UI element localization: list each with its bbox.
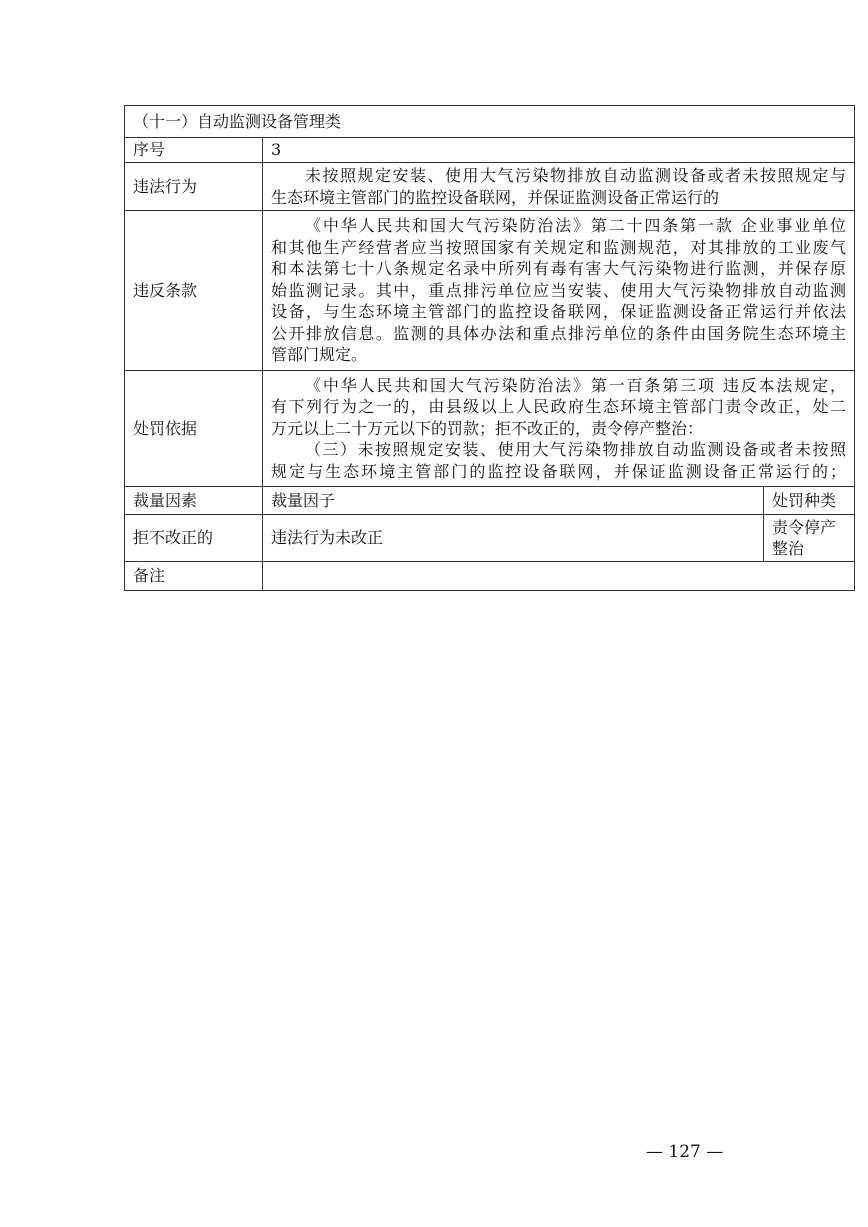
remarks-value <box>263 562 855 591</box>
serial-value: 3 <box>263 138 855 163</box>
text-line: 生态环境主管部门的监控设备联网，并保证监测设备正常运行的 <box>271 187 720 207</box>
page-number: — 127 — <box>646 1142 724 1162</box>
discretion-label: 裁量因素 <box>125 487 263 515</box>
basis-label: 处罚依据 <box>125 371 263 487</box>
refuse-penalty-type <box>764 515 855 562</box>
clause-text <box>263 211 855 371</box>
text-line: 责令停产 <box>772 517 837 537</box>
text-line: 和本法第七十八条规定名录中所列有毒有害大气污染物进行监测，并保存原 <box>271 259 847 279</box>
text-line: 有下列行为之一的，由县级以上人民政府生态环境主管部门责令改正，处二 <box>271 397 847 417</box>
text-line: 万元以上二十万元以下的罚款；拒不改正的，责令停产整治： <box>271 418 704 438</box>
serial-label: 序号 <box>125 138 263 163</box>
text-line: 始监测记录。其中，重点排污单位应当安装、使用大气污染物排放自动监测 <box>271 280 847 300</box>
text-line: 《中华人民共和国大气污染防治法》第二十四条第一款 企业事业单位 <box>305 216 847 236</box>
penalty-table <box>124 105 855 591</box>
text-line: （三）未按照规定安装、使用大气污染物排放自动监测设备或者未按照 <box>305 440 847 460</box>
text-line: 《中华人民共和国大气污染防治法》第一百条第三项 违反本法规定， <box>305 375 847 395</box>
text-line: 规定与生态环境主管部门的监控设备联网，并保证监测设备正常运行的； <box>271 461 847 481</box>
text-line: 整治 <box>772 539 805 558</box>
text-line: 设备，与生态环境主管部门的监控设备联网，保证监测设备正常运行并依法 <box>271 302 847 322</box>
text-line: 管部门规定。 <box>271 345 368 365</box>
penalty-type-header: 处罚种类 <box>764 487 855 515</box>
text-line: 和其他生产经营者应当按照国家有关规定和监测规范，对其排放的工业废气 <box>271 237 847 257</box>
refuse-factor: 违法行为未改正 <box>263 515 764 562</box>
factor-header: 裁量因子 <box>263 487 764 515</box>
remarks-label: 备注 <box>125 562 263 591</box>
basis-text <box>263 371 855 487</box>
section-title: （十一）自动监测设备管理类 <box>125 106 855 138</box>
text-line: 未按照规定安装、使用大气污染物排放自动监测设备或者未按照规定与 <box>305 166 847 185</box>
violation-label: 违法行为 <box>125 163 263 211</box>
violation-text <box>263 163 855 211</box>
refuse-label: 拒不改正的 <box>125 515 263 562</box>
clause-label: 违反条款 <box>125 211 263 371</box>
text-line: 公开排放信息。监测的具体办法和重点排污单位的条件由国务院生态环境主 <box>271 323 847 343</box>
